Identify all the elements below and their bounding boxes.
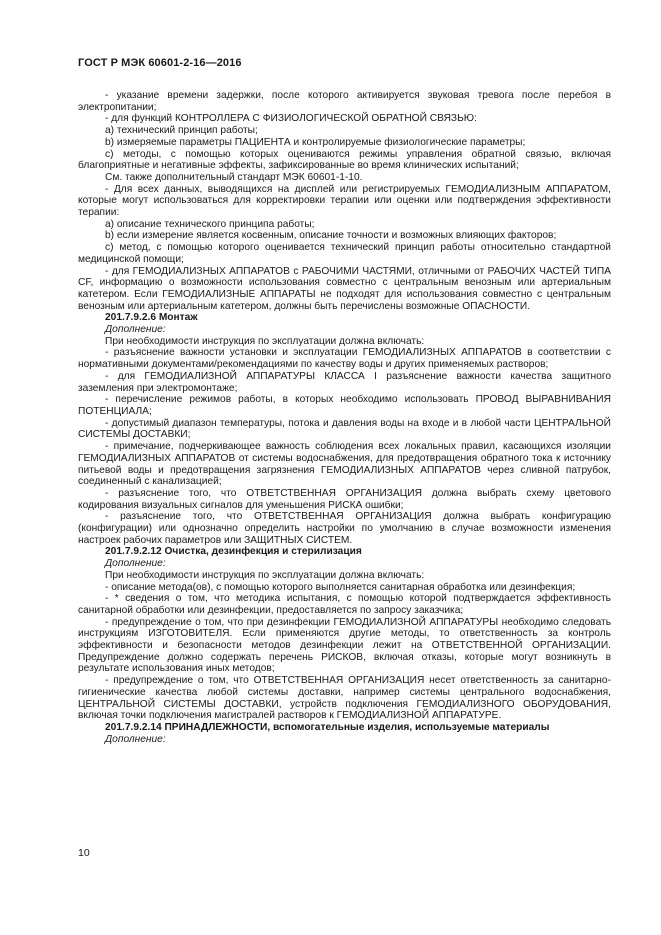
addition-label: Дополнение:	[105, 324, 166, 336]
paragraph: - разъяснение того, что ОТВЕТСТВЕННАЯ ОРГАНИЗАЦИЯ должна выбрать схему цветового кодирования визуальных сигналов для уменьшения РИСКА ошибки;	[78, 487, 611, 511]
addition-label: Дополнение:	[105, 733, 166, 745]
paragraph: - Для всех данных, выводящихся на дисплей или регистрируемых ГЕМОДИАЛИЗНЫМ АППАРАТОМ, которые могут использоваться для корректировки терапии или оценки или подтверждения эффективности терапии:	[78, 183, 611, 219]
paragraph: b) если измерение является косвенным, описание точности и возможных влияющих факторов;	[105, 230, 557, 242]
paragraph: c) метод, с помощью которого оценивается технический принцип работы относительно стандартной медицинской помощи;	[78, 242, 611, 265]
paragraph: a) технический принцип работы;	[105, 125, 258, 137]
addition-label: Дополнение:	[105, 558, 166, 570]
paragraph: При необходимости инструкция по эксплуатации должна включать:	[105, 569, 425, 581]
paragraph: a) описание технического принципа работы;	[105, 218, 315, 230]
section-heading: 201.7.9.2.6 Монтаж	[105, 312, 198, 324]
paragraph: - указание времени задержки, после которого активируется звуковая тревога после перебоя в электропитании;	[78, 90, 611, 113]
section-heading: 201.7.9.2.14 ПРИНАДЛЕЖНОСТИ, вспомогательные изделия, используемые материалы	[105, 721, 550, 733]
paragraph: При необходимости инструкция по эксплуатации должна включать:	[105, 335, 425, 347]
paragraph: - примечание, подчеркивающее важность соблюдения всех локальных правил, касающихся изоляции ГЕМОДИАЛИЗНЫХ АППАРАТОВ от системы водоснабжения, для предотвращения обратного тока к источнику питьевой воды и предотвращения загрязнения ГЕМОДИАЛИЗНЫХ АППАРАТОВ через сливной патрубок, соединенный с канализацией;	[78, 441, 611, 488]
paragraph: - для ГЕМОДИАЛИЗНОЙ АППАРАТУРЫ КЛАССА I разъяснение важности качества защитного заземления при электромонтаже;	[78, 370, 611, 394]
paragraph: c) методы, с помощью которых оцениваются режимы управления обратной связью, включая благоприятные и негативные эффекты, зафиксированные во время клинических испытаний;	[78, 148, 611, 172]
paragraph: b) измеряемые параметры ПАЦИЕНТА и контролируемые физиологические параметры;	[105, 136, 526, 148]
paragraph: - для функций КОНТРОЛЛЕРА С ФИЗИОЛОГИЧЕСКОЙ ОБРАТНОЙ СВЯЗЬЮ:	[105, 113, 477, 125]
paragraph: - для ГЕМОДИАЛИЗНЫХ АППАРАТОВ с РАБОЧИМИ ЧАСТЯМИ, отличными от РАБОЧИХ ЧАСТЕЙ ТИПА CF, информацию о возможности использования совместно с центральным венозным или артериальным катетером. Если ГЕМОДИАЛИЗНЫЕ АППАРАТЫ не подходят для использования совместно с центральным венозным или артериальным катетером, должны быть перечислены возможные ОПАСНОСТИ.	[78, 265, 611, 312]
paragraph: - перечисление режимов работы, в которых необходимо использовать ПРОВОД ВЫРАВНИВАНИЯ ПОТЕНЦИАЛА;	[78, 394, 611, 417]
document-header: ГОСТ Р МЭК 60601-2-16—2016	[78, 57, 242, 69]
paragraph: - предупреждение о том, что при дезинфекции ГЕМОДИАЛИЗНОЙ АППАРАТУРЫ необходимо следовать инструкциям ИЗГОТОВИТЕЛЯ. Если применяются другие методы, то ответственность за контроль эффективности и безопасности методов дезинфекции лежит на ОТВЕТСТВЕННОЙ ОРГАНИЗАЦИИ. Предупреждение должно содержать перечень РИСКОВ, включая отказы, которые могут возникнуть в результате использования иных методов;	[78, 616, 611, 675]
paragraph: - допустимый диапазон температуры, потока и давления воды на входе и в любой части ЦЕНТРАЛЬНОЙ СИСТЕМЫ ДОСТАВКИ;	[78, 417, 611, 441]
page-number: 10	[78, 847, 90, 859]
document-body	[78, 90, 611, 745]
paragraph: - разъяснение того, что ОТВЕТСТВЕННАЯ ОРГАНИЗАЦИЯ должна выбрать конфигурацию (конфигурации) или однозначно определить настройки по умолчанию в случае возможности изменения настроек рабочих параметров или ЗАЩИТНЫХ СИСТЕМ.	[78, 511, 611, 546]
section-heading: 201.7.9.2.12 Очистка, дезинфекция и стерилизация	[105, 546, 362, 558]
paragraph: См. также дополнительный стандарт МЭК 60601-1-10.	[105, 171, 363, 183]
paragraph: - описание метода(ов), с помощью которого выполняется санитарная обработка или дезинфекция;	[105, 581, 576, 593]
paragraph: - * сведения о том, что методика испытания, с помощью которой подтверждается эффективность санитарной обработки или дезинфекции, предоставляется по запросу заказчика;	[78, 593, 611, 616]
paragraph: - предупреждение о том, что ОТВЕТСТВЕННАЯ ОРГАНИЗАЦИЯ несет ответственность за санитарно-гигиенические качества любой системы доставки, например системы центрального водоснабжения, ЦЕНТРАЛЬНОЙ СИСТЕМЫ ДОСТАВКИ, устройств подключения ГЕМОДИАЛИЗНОГО ОБОРУДОВАНИЯ, включая точки подключения магистралей растворов к ГЕМОДИАЛИЗНОЙ АППАРАТУРЕ.	[78, 675, 611, 722]
paragraph: - разъяснение важности установки и эксплуатации ГЕМОДИАЛИЗНЫХ АППАРАТОВ в соответствии с нормативными документами/рекомендациями по качеству воды и других применяемых растворов;	[78, 347, 611, 371]
